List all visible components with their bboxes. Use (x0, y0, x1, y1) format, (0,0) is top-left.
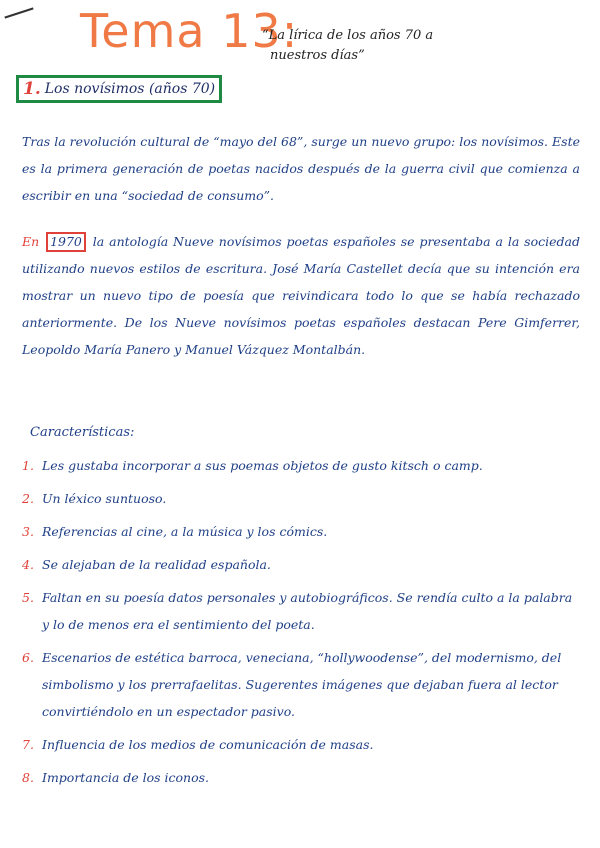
list-item (22, 485, 582, 512)
item-text: Escenarios de estética barroca, veneciana, “hollywoodense”, del modernismo, del simbolismo y los prerrafaelitas. Sugerentes imágenes que dejaban fuera al lector convirtiéndolo en un espectador pasivo. (42, 650, 562, 719)
list-item (22, 644, 582, 725)
item-text: Referencias al cine, a la música y los cómics. (42, 524, 328, 539)
characteristics-list (22, 452, 582, 797)
list-item (22, 551, 582, 578)
item-number: 6. (22, 650, 34, 665)
subtitle-line-2: nuestros días” (270, 48, 365, 63)
list-item (22, 584, 582, 638)
item-text: Se alejaban de la realidad española. (42, 557, 271, 572)
paragraph-lead: En (22, 234, 40, 249)
item-number: 5. (22, 590, 34, 605)
item-number: 1. (22, 458, 34, 473)
page-title: Tema 13: (80, 4, 299, 58)
characteristics-heading: Características: (30, 425, 135, 440)
page-subtitle (262, 26, 492, 66)
item-number: 2. (22, 491, 34, 506)
item-number: 4. (22, 557, 34, 572)
section-heading: Los novísimos (años 70) (44, 81, 216, 97)
item-number: 7. (22, 737, 34, 752)
item-text: Les gustaba incorporar a sus poemas objetos de gusto kitsch o camp. (42, 458, 483, 473)
paragraph-anthology (22, 228, 580, 363)
list-item (22, 731, 582, 758)
year-highlight: 1970 (46, 232, 86, 252)
item-text: Importancia de los iconos. (42, 770, 210, 785)
paragraph-intro: Tras la revolución cultural de “mayo del 68”, surge un nuevo grupo: los novísimos. Este es la primera generación de poetas nacidos después de la guerra civil que comienza a escribir en una “sociedad de consumo”. (22, 134, 580, 203)
pen-stroke-mark (4, 7, 33, 18)
list-item (22, 452, 582, 479)
item-text: Influencia de los medios de comunicación de masas. (42, 737, 374, 752)
list-item (22, 518, 582, 545)
item-text: Un léxico suntuoso. (42, 491, 167, 506)
item-number: 8. (22, 770, 34, 785)
item-text: Faltan en su poesía datos personales y autobiográficos. Se rendía culto a la palabra y lo de menos era el sentimiento del poeta. (42, 590, 573, 632)
section-heading-box (16, 75, 222, 103)
paragraph-anthology-text: la antología Nueve novísimos poetas españoles se presentaba a la sociedad utilizando nuevos estilos de escritura. José María Castellet decía que su intención era mostrar un nuevo tipo de poesía que reivindicara todo lo que se había rechazado anteriormente. De los Nueve novísimos poetas españoles destacan Pere Gimferrer, Leopoldo María Panero y Manuel Vázquez Montalbán. (22, 234, 580, 357)
list-item (22, 764, 582, 791)
item-number: 3. (22, 524, 34, 539)
section-number: 1. (23, 79, 41, 99)
subtitle-line-1: “La lírica de los años 70 a (262, 28, 434, 43)
